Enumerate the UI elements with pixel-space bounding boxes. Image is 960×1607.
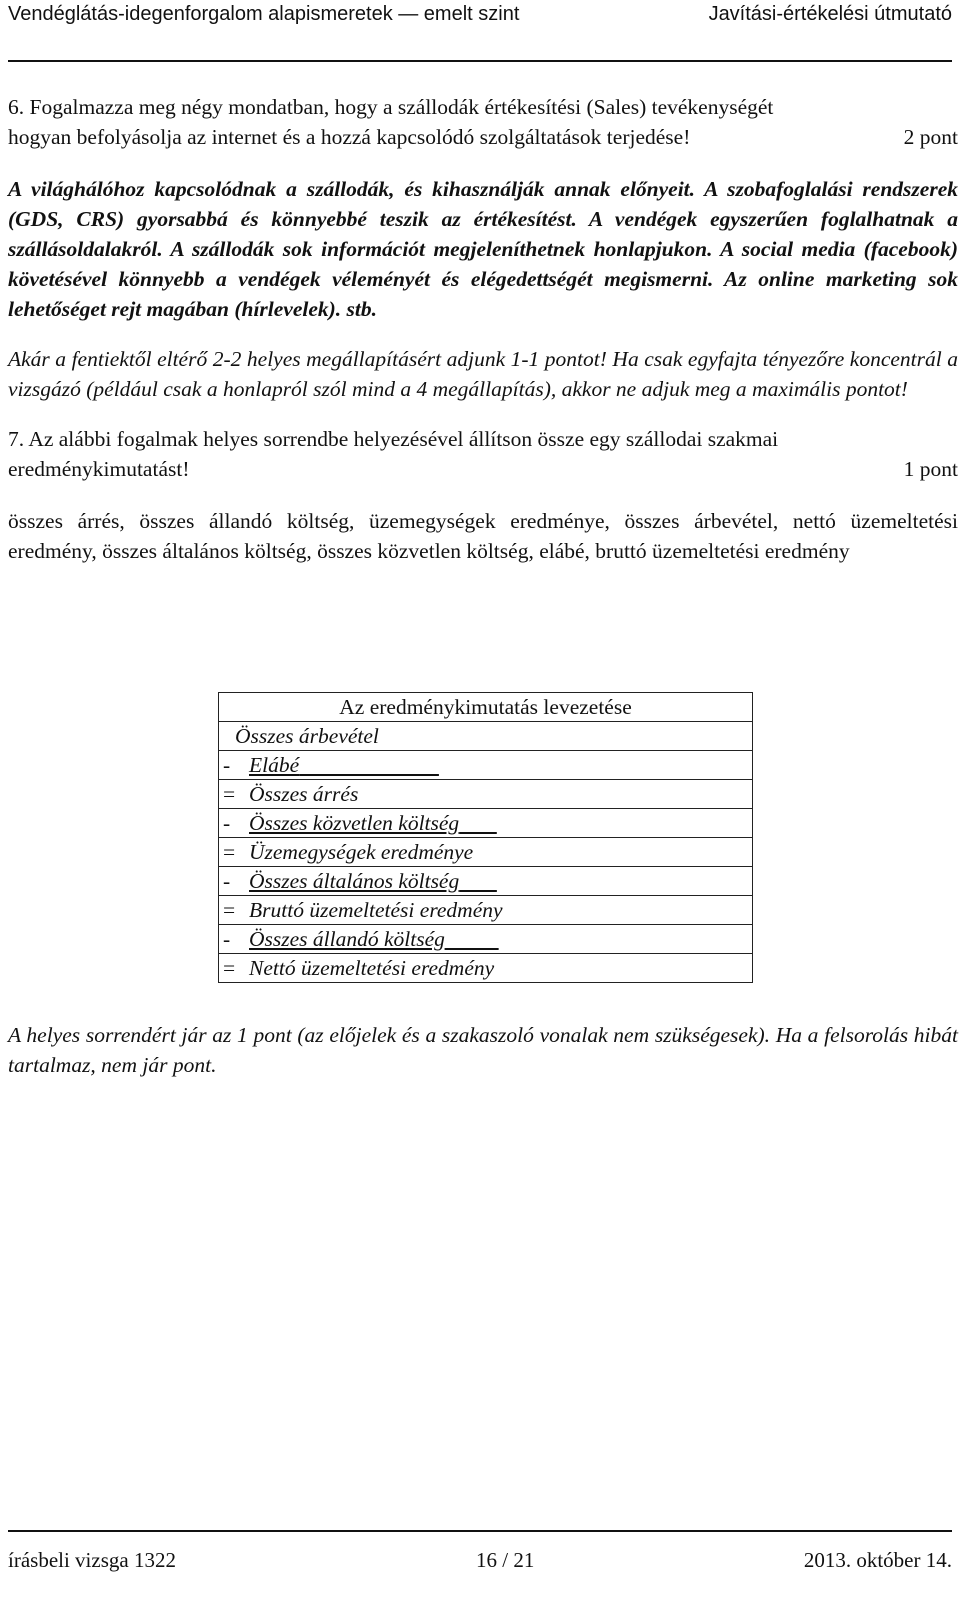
row-text	[223, 927, 499, 951]
row-sign: =	[223, 898, 236, 922]
table-cell	[219, 954, 753, 983]
row-label: Elábé	[249, 753, 300, 777]
header-title: Vendéglátás-idegenforgalom alapismeretek — emelt szint	[8, 3, 520, 25]
row-label: Nettó üzemeltetési eredmény	[249, 956, 495, 980]
row-text	[223, 840, 473, 864]
footer-date: 2013. október 14.	[803, 1548, 952, 1572]
row-label: Összes árrés	[249, 782, 359, 806]
row-underline	[459, 869, 497, 893]
row-text	[223, 869, 497, 893]
table-cell	[219, 780, 753, 809]
q6-points: 2 pont	[903, 125, 958, 149]
row-label: Összes állandó költség	[249, 927, 445, 951]
q7-terms: összes árrés, összes állandó költség, üzemegységek eredménye, összes árbevétel, nettó üzemeltetési eredmény, összes általános költség, összes közvetlen költség, elábé, bruttó üzemeltetési eredmény	[8, 509, 958, 563]
row-sign: -	[223, 927, 231, 951]
table-row	[219, 809, 753, 838]
row-text	[223, 724, 379, 748]
header-guide-label: Javítási-értékelési útmutató	[708, 3, 952, 25]
table-row	[219, 780, 753, 809]
row-label: Összes általános költség	[249, 869, 460, 893]
row-label: Üzemegységek eredménye	[249, 840, 474, 864]
table-cell	[219, 867, 753, 896]
row-label: Összes közvetlen költség	[249, 811, 460, 835]
q6-question-line2: hogyan befolyásolja az internet és a hozzá kapcsolódó szolgáltatások terjedése!	[8, 125, 691, 149]
table-cell	[219, 838, 753, 867]
row-text	[223, 811, 497, 835]
row-text	[223, 956, 494, 980]
income-statement-table-wrap	[218, 692, 753, 983]
row-label: Összes árbevétel	[235, 724, 379, 748]
row-sign: -	[223, 869, 231, 893]
income-statement-table	[218, 692, 753, 983]
table-cell	[219, 896, 753, 925]
footer-exam-id: írásbeli vizsga 1322	[8, 1548, 176, 1572]
row-sign: =	[223, 782, 236, 806]
page-header	[8, 0, 952, 62]
table-row	[219, 925, 753, 954]
row-sign: =	[223, 840, 236, 864]
page-footer	[8, 1530, 952, 1592]
q6-question-line2-row	[8, 122, 958, 152]
table-cell	[219, 751, 753, 780]
q6-note: Akár a fentiektől eltérő 2-2 helyes megállapításért adjunk 1-1 pontot! Ha csak egyfajta tényezőre koncentrál a vizsgázó (például csak a honlapról szól mind a 4 megállapítás), akkor ne adjuk meg a maximális pontot!	[8, 347, 958, 401]
row-text	[223, 753, 439, 777]
table-row	[219, 751, 753, 780]
row-underline	[299, 753, 439, 777]
q7-points: 1 pont	[903, 457, 958, 481]
table-header-row	[219, 693, 753, 722]
table-row	[219, 867, 753, 896]
row-text	[223, 898, 503, 922]
row-underline	[459, 811, 497, 835]
row-underline	[445, 927, 499, 951]
main-content	[8, 92, 958, 566]
row-label: Bruttó üzemeltetési eredmény	[249, 898, 503, 922]
row-sign: -	[223, 753, 231, 777]
table-cell	[219, 809, 753, 838]
table-cell	[219, 925, 753, 954]
q6-answer: A világhálóhoz kapcsolódnak a szállodák, és kihasználják annak előnyeit. A szobafoglalási rendszerek (GDS, CRS) gyorsabbá és könnyebbé teszik az értékesítést. A vendégek egyszerűen foglalhatnak a szállásoldalakról. A szállodák sok információt megjeleníthetnek honlapjukon. A social media (facebook) követésével könnyebb a vendégek véleményét és elégedettségét megismerni. Az online marketing sok lehetőséget rejt magában (hírlevelek). stb.	[8, 177, 958, 321]
table-title: Az eredménykimutatás levezetése	[219, 693, 753, 722]
table-row	[219, 838, 753, 867]
row-sign: -	[223, 811, 231, 835]
q7-note: A helyes sorrendért jár az 1 pont (az előjelek és a szakaszoló vonalak nem szükségesek). Ha a felsorolás hibát tartalmaz, nem jár pont.	[8, 1023, 958, 1077]
row-text	[223, 782, 358, 806]
q7-question-line1: 7. Az alábbi fogalmak helyes sorrendbe helyezésével állítson össze egy szállodai szakmai	[8, 427, 779, 451]
table-row	[219, 722, 753, 751]
table-row	[219, 896, 753, 925]
q7-question-line2: eredménykimutatást!	[8, 457, 190, 481]
footer-page-number: 16 / 21	[476, 1548, 535, 1572]
table-row	[219, 954, 753, 983]
row-sign: =	[223, 956, 236, 980]
q7-question-line2-row	[8, 454, 958, 484]
table-cell	[219, 722, 753, 751]
q6-question-line1: 6. Fogalmazza meg négy mondatban, hogy a szállodák értékesítési (Sales) tevékenységét	[8, 95, 774, 119]
